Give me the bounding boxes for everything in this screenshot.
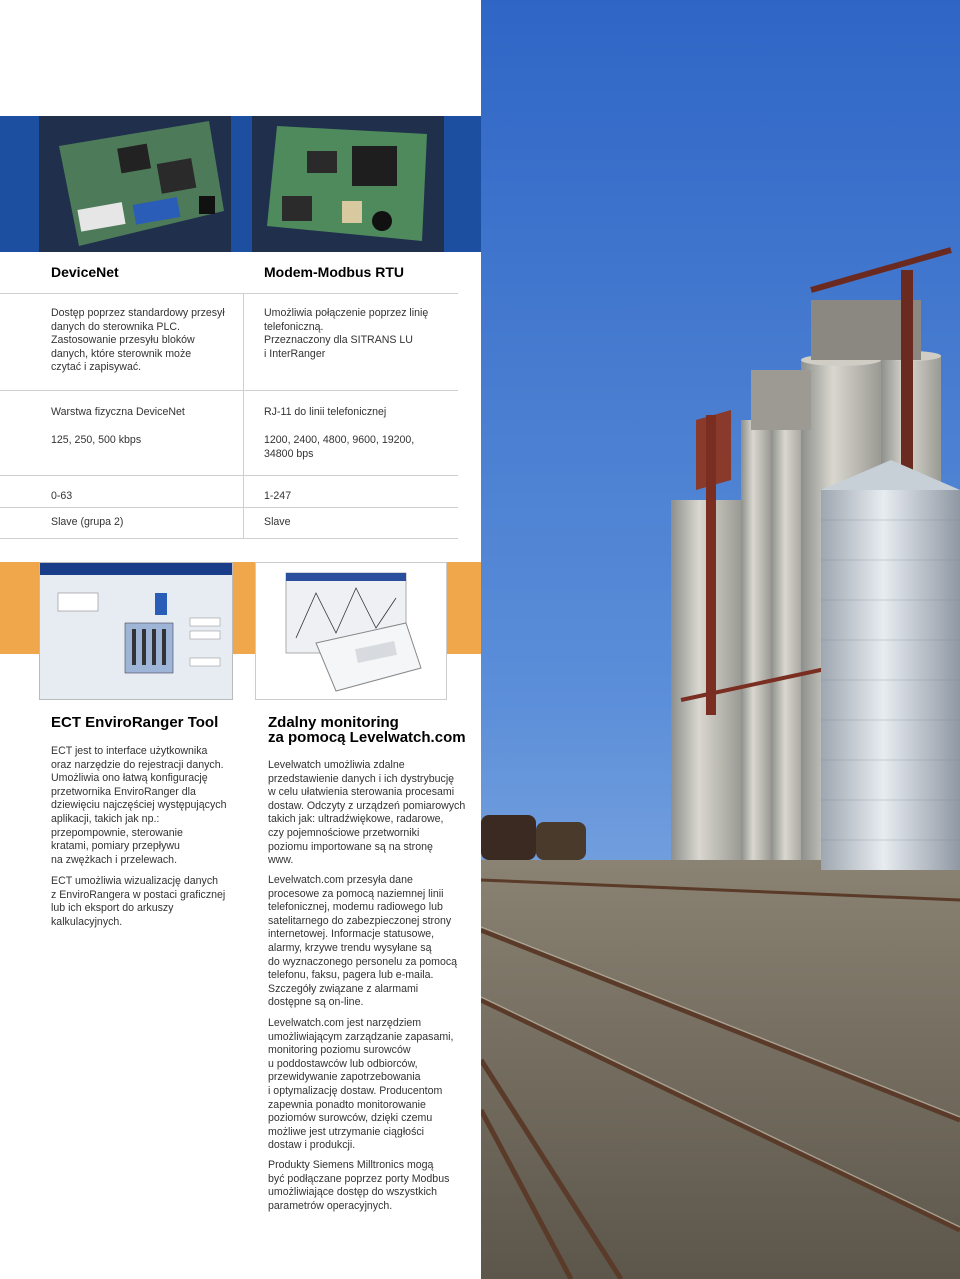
devicenet-physical-layer: Warstwa fizyczna DeviceNet [51, 406, 185, 418]
devicenet-mode: Slave (grupa 2) [51, 516, 124, 528]
devicenet-addresses: 0-63 [51, 490, 73, 502]
modbus-title: Modem-Modbus RTU [264, 264, 404, 280]
levelwatch-paragraph-2: Levelwatch.com przesyła dane procesowe za pomocą naziemnej linii telefonicznej, modemu radiowego lub satelitarnego do zabezpieczonej strony internetowej. Informacje statusowe, alarmy, krzywe trendu wysyłane są do wyznaczonego personelu za pomocą telefonu, faksu, pagera lub e-maila. Szczegóły związane z alarmami dostępne są on-line. [268, 874, 458, 1009]
modbus-physical-layer: RJ-11 do linii telefonicznej [264, 406, 387, 418]
devicenet-speeds: 125, 250, 500 kbps [51, 434, 142, 446]
divider [0, 507, 458, 508]
levelwatch-paragraph-3: Levelwatch.com jest narzędziem umożliwiającym zarządzanie zapasami, monitoring poziomu surowców u poddostawców lub odbiorców, przewidywanie zapotrzebowania i optymalizację dostaw. Producentom zapewnia ponadto monitorowanie poziomów surowców, dzięki czemu możliwe jest utrzymanie ciągłości dostaw i produkcji. [268, 1017, 454, 1152]
devicenet-title: DeviceNet [51, 264, 119, 280]
divider [0, 538, 458, 539]
levelwatch-device-image [255, 562, 447, 700]
devicenet-description: Dostęp poprzez standardowy przesył danych do sterownika PLC. Zastosowanie przesyłu bloków danych, które sterownik może czytać i zapisywać. [51, 307, 225, 374]
divider [0, 475, 458, 476]
divider [0, 293, 458, 294]
modem-board-image [252, 116, 444, 252]
modbus-description: Umożliwia połączenie poprzez linię telefoniczną. Przeznaczony dla SITRANS LU i InterRanger [264, 307, 429, 360]
ect-software-screenshot [39, 562, 233, 700]
modbus-speeds: 1200, 2400, 4800, 9600, 19200, 34800 bps [264, 434, 415, 460]
ect-paragraph-2: ECT umożliwia wizualizację danych z EnviroRangera w postaci graficznej lub ich eksport do arkuszy kalkulacyjnych. [51, 875, 226, 928]
ect-paragraph-1: ECT jest to interface użytkownika oraz narzędzie do rejestracji danych. Umożliwia ono łatwą konfigurację przetwornika EnviroRanger dla dziewięciu najczęściej występujących aplikacji, takich jak np.: przepompownie, sterowanie kratami, pomiary przepływu na zwężkach i przelewach. [51, 745, 227, 866]
modbus-mode: Slave [264, 516, 291, 528]
levelwatch-paragraph-1: Levelwatch umożliwia zdalne przedstawienie danych i ich dystrybucję w celu ułatwienia sterowania procesami dostaw. Odczyty z urządzeń pomiarowych takich jak: ultradźwiękowe, radarowe, czy pojemnościowe przetworniki poziomu importowane są na stronę www. [268, 759, 466, 867]
silo-railway-photo [481, 0, 960, 1279]
modbus-addresses: 1-247 [264, 490, 292, 502]
levelwatch-title: Zdalny monitoring za pomocą Levelwatch.com [268, 714, 466, 746]
divider [0, 390, 458, 391]
devicenet-board-image [39, 116, 231, 252]
levelwatch-paragraph-4: Produkty Siemens Milltronics mogą być podłączane poprzez porty Modbus umożliwiające dostęp do wszystkich parametrów operacyjnych. [268, 1159, 450, 1212]
column-divider [243, 293, 244, 538]
ect-title: ECT EnviroRanger Tool [51, 714, 219, 731]
